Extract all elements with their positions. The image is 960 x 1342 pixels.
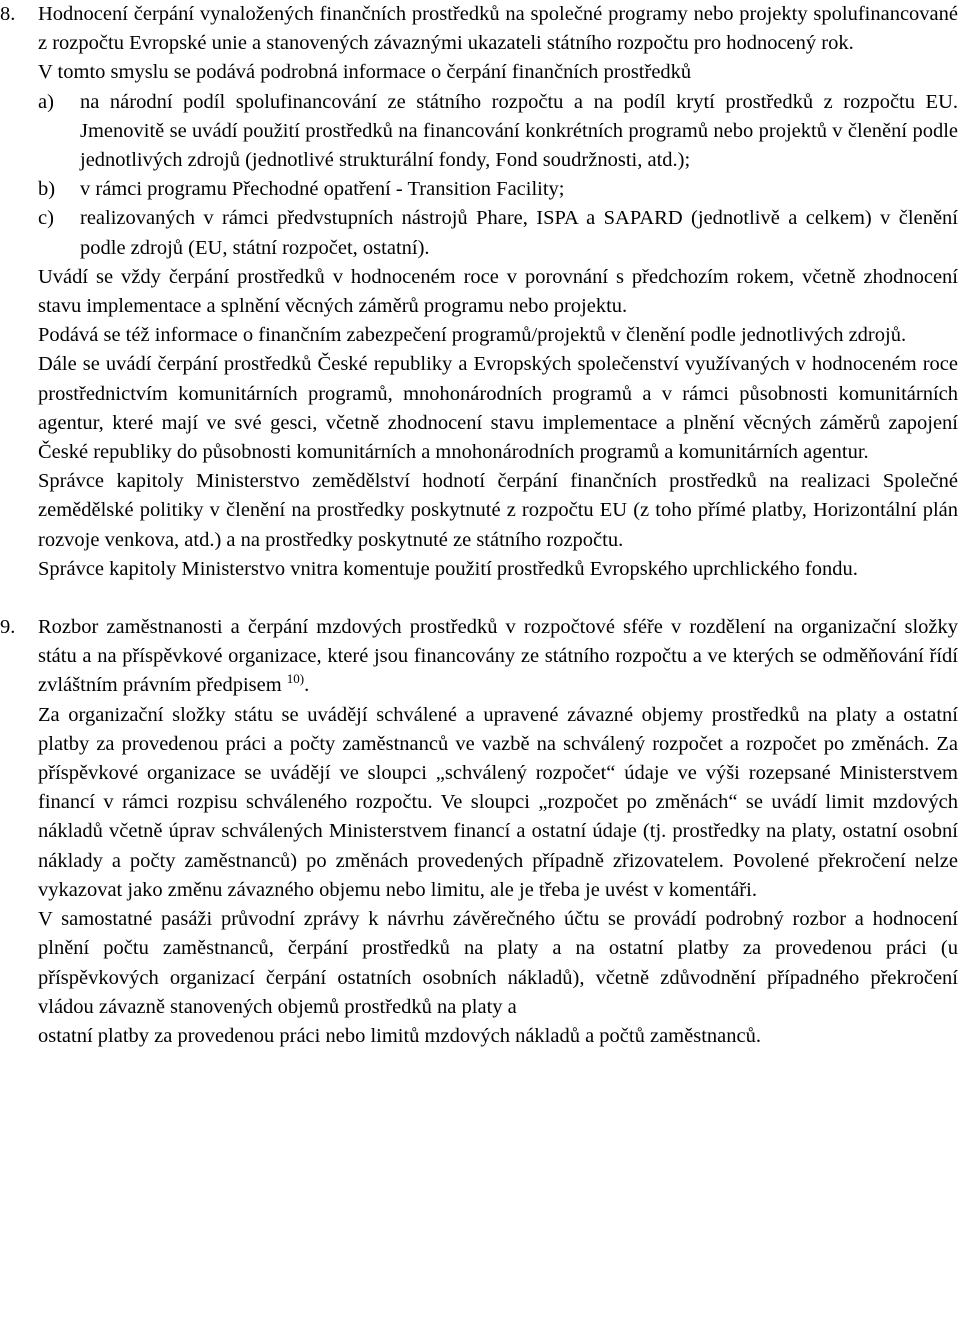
heading-end: .	[304, 674, 310, 697]
paragraph: Za organizační složky státu se uvádějí schválené a upravené závazné objemy prostředků na platy a ostatní platby za provedenou práci a počty zaměstnanců ve vazbě na schválený rozpočet a rozpočet po změnách. Za příspěvkové organizace se uvádějí ve sloupci „schválený rozpočet“ údaje ve výši rozepsané Ministerstvem financí v rámci rozpisu schváleného rozpočtu. Ve sloupci „rozpočet po změnách“ se uvádí limit mzdových nákladů včetně úprav schválených Ministerstvem financí a ostatní údaje (tj. prostředky na platy, ostatní osobní náklady a počty zaměstnanců) po změnách provedených případně zřizovatelem. Povolené překročení nelze vykazovat jako změnu závazného objemu nebo limitu, ale je třeba je uvést v komentáři.	[38, 703, 958, 901]
section-body	[38, 0, 958, 584]
list-marker: a)	[38, 90, 54, 113]
paragraph: Správce kapitoly Ministerstvo zemědělství hodnotí čerpání finančních prostředků na realizaci Společné zemědělské politiky v členění na prostředky poskytnuté z rozpočtu EU (z toho přímé platby, Horizontální plán rozvoje venkova, atd.) a na prostředky poskytnuté ze státního rozpočtu.	[38, 470, 958, 551]
heading-text: Rozbor zaměstnanosti a čerpání mzdových prostředků v rozpočtové sféře v rozdělení na organizační složky státu a na příspěvkové organizace, které jsou financovány ze státního rozpočtu a ve kterých se odměňování řídí zvláštním právním předpisem	[38, 616, 958, 697]
list-marker: c)	[38, 207, 54, 230]
section-9	[0, 613, 960, 1051]
list-item-text: v rámci programu Přechodné opatření - Transition Facility;	[80, 178, 565, 201]
section-heading	[38, 613, 958, 701]
list-item-b	[38, 175, 958, 204]
section-heading: Hodnocení čerpání vynaložených finančních prostředků na společné programy nebo projekty spolufinancované z rozpočtu Evropské unie a stanovených závaznými ukazateli státního rozpočtu pro hodnocený rok.	[38, 3, 958, 55]
section-8	[0, 0, 960, 584]
list-marker: b)	[38, 178, 56, 201]
footnote-reference: 10)	[286, 671, 305, 687]
section-gap	[0, 584, 960, 613]
paragraph: Dále se uvádí čerpání prostředků České republiky a Evropských společenství využívaných v hodnoceném roce prostřednictvím komunitárních programů, mnohonárodních programů a v rámci působnosti komunitárních agentur, které mají ve své gesci, včetně zhodnocení stavu implementace a plnění věcných záměrů zapojení České republiky do působnosti komunitárních a mnohonárodních programů a komunitárních agentur.	[38, 353, 958, 464]
section-number: 9.	[0, 616, 16, 639]
last-line: ostatní platby za provedenou práci nebo limitů mzdových nákladů a počtů zaměstnanců.	[38, 1024, 761, 1047]
list-item-text: realizovaných v rámci předvstupních nástrojů Phare, ISPA a SAPARD (jednotlivě a celkem) v členění podle zdrojů (EU, státní rozpočet, ostatní).	[80, 207, 958, 259]
paragraph: V samostatné pasáži průvodní zprávy k návrhu závěrečného účtu se provádí podrobný rozbor a hodnocení plnění počtu zaměstnanců, čerpání prostředků na platy a na ostatní platby za provedenou práci (u příspěvkových organizací čerpání ostatních osobních nákladů), včetně zdůvodnění případného překročení vládou závazně stanovených objemů prostředků na platy a	[38, 908, 958, 1018]
paragraph: Správce kapitoly Ministerstvo vnitra komentuje použití prostředků Evropského uprchlického fondu.	[38, 557, 858, 580]
paragraph: Podává se též informace o finančním zabezpečení programů/projektů v členění podle jednotlivých zdrojů.	[38, 324, 907, 347]
list-item-a	[38, 88, 958, 176]
section-number: 8.	[0, 3, 16, 25]
intro-text: V tomto smyslu se podává podrobná informace o čerpání finančních prostředků	[38, 61, 692, 84]
list-item-c	[38, 204, 958, 262]
section-body	[38, 613, 958, 1051]
list-item-text: na národní podíl spolufinancování ze státního rozpočtu a na podíl krytí prostředků z rozpočtu EU. Jmenovitě se uvádí použití prostředků na financování konkrétních programů nebo projektů v členění podle jednotlivých zdrojů (jednotlivé strukturální fondy, Fond soudržnosti, atd.);	[80, 90, 958, 172]
paragraph: Uvádí se vždy čerpání prostředků v hodnoceném roce v porovnání s předchozím rokem, včetně zhodnocení stavu implementace a splnění věcných záměrů programu nebo projektu.	[38, 265, 958, 318]
